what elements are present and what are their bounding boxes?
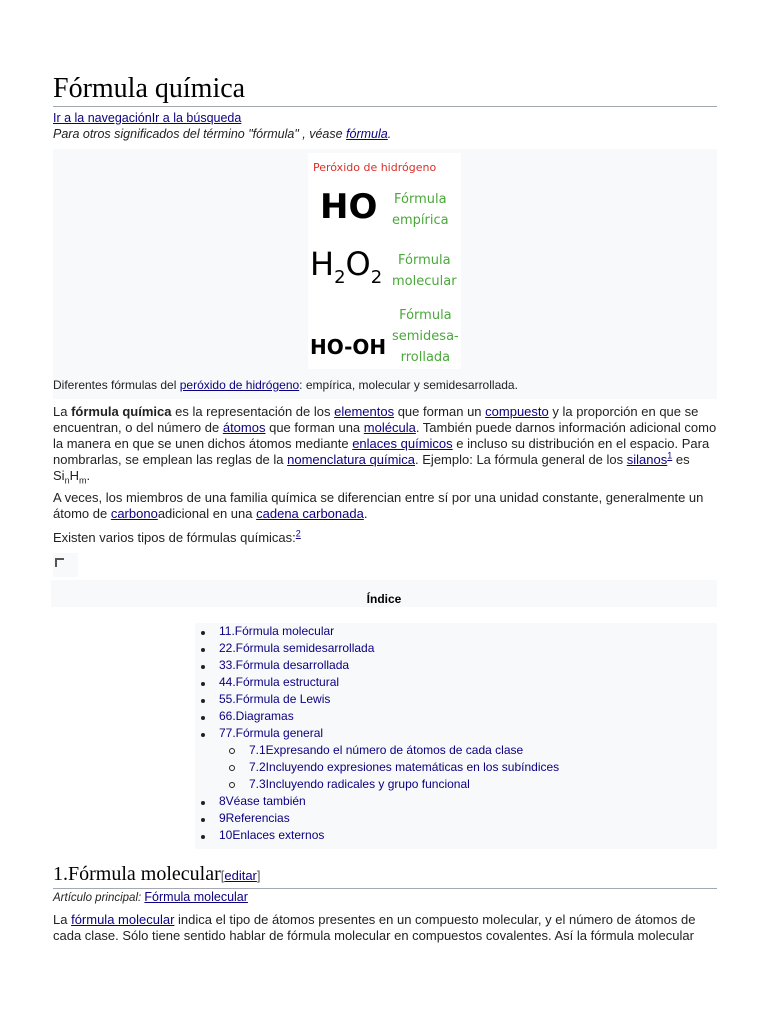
molecular-formula-sub2: 2	[370, 267, 383, 288]
bold-term: fórmula química	[71, 404, 172, 419]
text: que forman una	[265, 420, 364, 435]
text: La	[53, 404, 72, 419]
text: que forman un	[394, 404, 486, 419]
molecular-label-line1: Fórmula	[397, 253, 451, 268]
toc-heading: Índice	[51, 580, 717, 607]
figure-box	[53, 149, 717, 399]
figure-caption	[53, 377, 518, 393]
text: e incluso su distribución en el espacio. Para nombrarlas, se emplean las reglas de la	[53, 436, 710, 467]
section1-paragraph	[53, 912, 717, 944]
toc-item	[195, 640, 717, 657]
toc-link[interactable]: 55.Fórmula de Lewis	[219, 692, 331, 706]
molecular-formula-sub1: 2	[334, 267, 346, 288]
caption-text-after: : empírica, molecular y semidesarrollada.	[299, 378, 518, 392]
toc-item	[195, 623, 717, 640]
text: es la representación de los	[171, 404, 335, 419]
toc-item	[195, 674, 717, 691]
caption-link[interactable]: peróxido de hidrógeno	[179, 378, 300, 392]
toc-link[interactable]: 11.Fórmula molecular	[219, 624, 335, 638]
text: .	[363, 506, 368, 521]
empirical-label-line1: Fórmula	[394, 192, 447, 207]
molecular-formula-o: O	[345, 245, 371, 283]
text: . Ejemplo: La fórmula general de los	[415, 452, 627, 467]
link-atomos[interactable]: átomos	[222, 420, 266, 435]
intro-paragraph-3	[53, 530, 717, 546]
figure-title: Peróxido de hidrógeno	[313, 161, 437, 174]
toc-subitem	[195, 742, 717, 759]
reference-2[interactable]: 2	[295, 528, 301, 539]
empirical-label-line2: empírica	[392, 213, 449, 228]
main-article-prefix: Artículo principal:	[53, 892, 145, 904]
reference-1[interactable]: 1	[667, 450, 673, 461]
toc-link[interactable]: 7.2Incluyendo expresiones matemáticas en los subíndices	[249, 760, 560, 774]
section-title: Fórmula molecular	[68, 863, 221, 885]
link-elementos[interactable]: elementos	[334, 404, 395, 419]
section-heading-formula-molecular	[53, 862, 717, 889]
semi-label-line2: semidesa-	[392, 329, 459, 344]
link-carbono[interactable]: carbono	[110, 506, 158, 521]
table-of-contents	[195, 623, 717, 849]
toc-link[interactable]: 33.Fórmula desarrollada	[219, 658, 350, 672]
toc-item	[195, 657, 717, 674]
toc-link[interactable]: 77.Fórmula general	[219, 726, 324, 740]
edit-bracket-open: [	[220, 868, 225, 883]
semi-label-line3: rrollada	[400, 350, 451, 365]
link-formula-molecular[interactable]: fórmula molecular	[71, 912, 175, 927]
text: es Si	[53, 452, 690, 483]
toc-toggle-icon	[55, 558, 64, 567]
semidesarrollada-formula: HO-OH	[310, 335, 387, 359]
toc-item	[195, 725, 717, 742]
toc-link[interactable]: 7.3Incluyendo radicales y grupo funcional	[249, 777, 470, 791]
toc-link[interactable]: 7.1Expresando el número de átomos de cada clase	[249, 743, 524, 757]
hatnote	[53, 126, 391, 142]
text: indica el tipo de átomos presentes en un compuesto molecular, y el número de átomos de cada clase. Sólo tiene sentido hablar de fórmula molecular en compuestos covalentes. Así la fórmula molecular	[53, 912, 696, 943]
molecular-label	[392, 250, 457, 292]
toc-subitem	[195, 776, 717, 793]
subscript-n: n	[64, 475, 70, 486]
text: adicional en una	[157, 506, 257, 521]
toc-link[interactable]: 44.Fórmula estructural	[219, 675, 340, 689]
toc-item	[195, 810, 717, 827]
link-silanos[interactable]: silanos	[626, 452, 668, 467]
text: y la proporción en que se encuentran, o del número de	[53, 404, 699, 435]
toc-link[interactable]: 8Véase también	[219, 794, 306, 808]
toc-subitem	[195, 759, 717, 776]
toc-item	[195, 691, 717, 708]
text: . También puede darnos información adicional como la manera en que se unen dichos átomos mediante	[53, 420, 717, 451]
text: La	[53, 912, 72, 927]
toc-item	[195, 708, 717, 725]
jump-to-navigation-link[interactable]: Ir a la navegación	[53, 111, 152, 125]
empirical-formula: HO	[320, 187, 378, 227]
toc-link[interactable]: 66.Diagramas	[219, 709, 294, 723]
link-enlaces-quimicos[interactable]: enlaces químicos	[352, 436, 453, 451]
jump-links	[53, 110, 241, 126]
link-molecula[interactable]: molécula	[363, 420, 416, 435]
molecular-label-line2: molecular	[392, 274, 457, 289]
link-compuesto[interactable]: compuesto	[485, 404, 549, 419]
peroxide-formula-image[interactable]	[308, 153, 461, 369]
toc-list	[195, 623, 717, 844]
main-article-link[interactable]: Fórmula molecular	[144, 890, 248, 904]
molecular-formula	[310, 245, 383, 288]
toc-link[interactable]: 22.Fórmula semidesarrollada	[219, 641, 375, 655]
link-nomenclatura-quimica[interactable]: nomenclatura química	[287, 452, 416, 467]
hatnote-link[interactable]: fórmula	[346, 127, 388, 141]
intro-paragraph-2	[53, 490, 717, 522]
link-cadena-carbonada[interactable]: cadena carbonada	[256, 506, 364, 521]
toc-item	[195, 827, 717, 844]
semi-label-line1: Fórmula	[399, 308, 452, 323]
toc-link[interactable]: 10Enlaces externos	[219, 828, 325, 842]
molecular-formula-h: H	[310, 245, 335, 283]
hatnote-text: Para otros significados del término "fórmula" , véase	[53, 127, 347, 141]
edit-link[interactable]: editar	[224, 868, 257, 883]
semidesarrollada-label	[392, 305, 459, 368]
empirical-label	[392, 189, 449, 231]
toc-link[interactable]: 9Referencias	[219, 811, 290, 825]
intro-paragraph-1	[53, 404, 717, 484]
text: Existen varios tipos de fórmulas químicas:	[53, 530, 296, 545]
hatnote-end: .	[387, 127, 392, 141]
jump-to-search-link[interactable]: Ir a la búsqueda	[151, 111, 242, 125]
toc-toggle[interactable]	[53, 553, 78, 577]
section-number: 1.	[53, 863, 68, 885]
toc-item	[195, 793, 717, 810]
page-title: Fórmula química	[53, 72, 717, 107]
caption-text-before: Diferentes fórmulas del	[53, 378, 180, 392]
main-article-note	[53, 890, 248, 906]
text: .	[86, 468, 91, 483]
edit-section	[221, 868, 261, 883]
text: A veces, los miembros de una familia química se diferencian entre sí por una unidad constante, generalmente un átomo de	[53, 490, 704, 521]
subscript-m: m	[78, 475, 87, 486]
text: H	[69, 468, 79, 483]
edit-bracket-close: ]	[256, 868, 261, 883]
